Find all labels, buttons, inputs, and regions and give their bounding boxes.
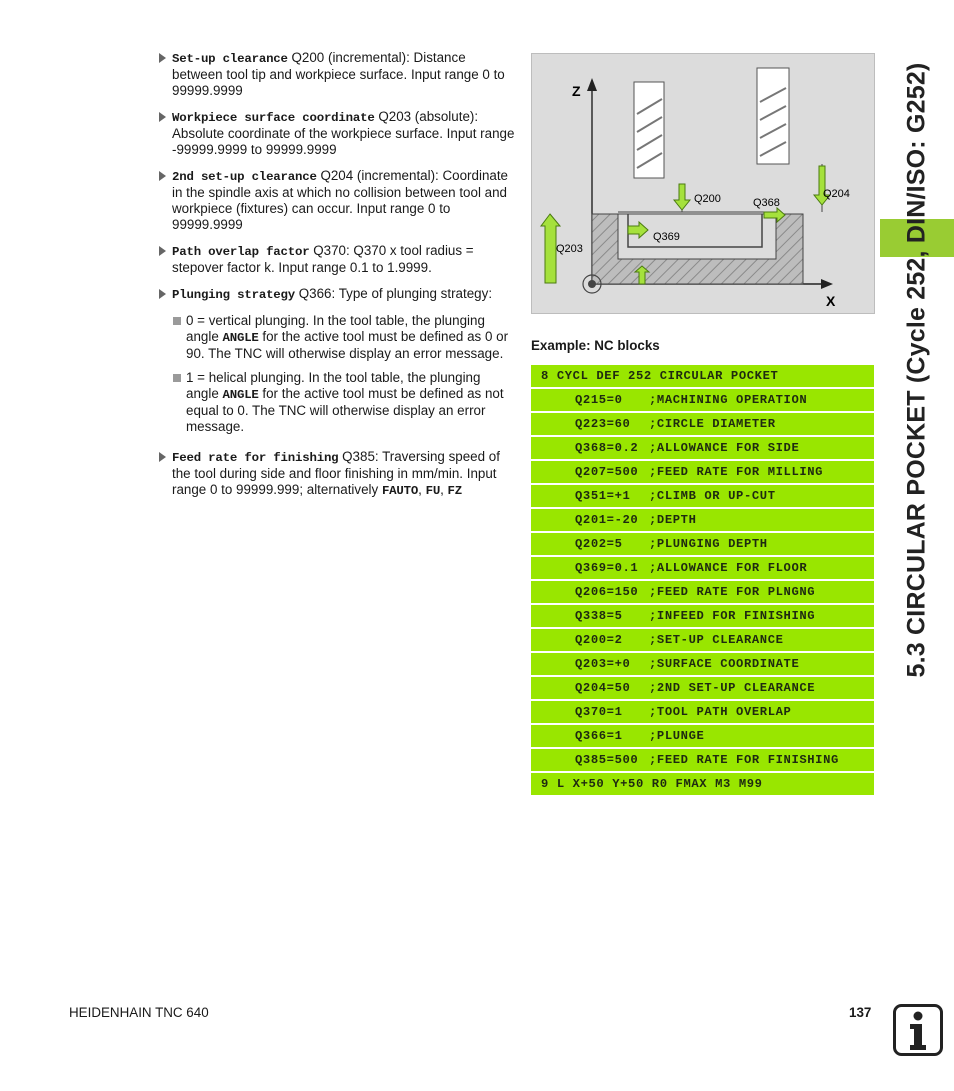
- nc-block: [531, 749, 874, 771]
- nc-block: [531, 701, 874, 723]
- nc-block: [531, 653, 874, 675]
- nc-param: Q370=1: [575, 705, 623, 719]
- feed-option-fz: FZ: [447, 484, 462, 498]
- nc-comment: ;DEPTH: [649, 513, 697, 527]
- nc-block: [531, 725, 874, 747]
- section-title-vertical: 5.3 CIRCULAR POCKET (Cycle 252, DIN/ISO: G252): [902, 62, 931, 678]
- param-plunging-strategy: [158, 286, 516, 303]
- option-text: 0 = vertical plunging. In the tool table, the plunging angle: [186, 313, 485, 344]
- nc-comment: ;CIRCLE DIAMETER: [649, 417, 776, 431]
- plunge-option-vertical: [172, 313, 516, 362]
- nc-comment: ;TOOL PATH OVERLAP: [649, 705, 792, 719]
- nc-comment: ;CLIMB OR UP-CUT: [649, 489, 776, 503]
- param-desc: Q200 (incremental): Distance between tool tip and workpiece surface. Input range 0 to 99999.9999: [172, 50, 505, 98]
- param-code: Path overlap factor: [172, 245, 310, 259]
- option-text: for the active tool must be defined as 0 or 90. The TNC will otherwise display an error message.: [186, 329, 509, 361]
- param-desc: Q366: Type of plunging strategy:: [295, 286, 493, 301]
- nc-param: Q366=1: [575, 729, 623, 743]
- nc-param: Q215=0: [575, 393, 623, 407]
- q200-arrow-icon: [674, 184, 690, 210]
- nc-comment: ;PLUNGING DEPTH: [649, 537, 768, 551]
- nc-block: [531, 485, 874, 507]
- nc-block: [531, 605, 874, 627]
- param-code: Plunging strategy: [172, 288, 296, 302]
- info-icon: [893, 1004, 943, 1056]
- option-code: ANGLE: [222, 388, 259, 402]
- nc-param: Q204=50: [575, 681, 631, 695]
- nc-block-head: 8 CYCL DEF 252 CIRCULAR POCKET: [531, 365, 874, 387]
- nc-param: Q201=-20: [575, 513, 639, 527]
- nc-param: Q206=150: [575, 585, 639, 599]
- nc-param: Q369=0.1: [575, 561, 639, 575]
- nc-program: [531, 365, 874, 797]
- nc-param: Q338=5: [575, 609, 623, 623]
- param-code: Feed rate for finishing: [172, 451, 339, 465]
- pocket: [618, 214, 776, 259]
- nc-comment: ;FEED RATE FOR MILLING: [649, 465, 824, 479]
- label-q204: Q204: [823, 188, 850, 200]
- nc-block: [531, 557, 874, 579]
- param-desc: Q370: Q370 x tool radius = stepover factor k. Input range 0.1 to 1.9999.: [172, 243, 474, 275]
- option-code: ANGLE: [222, 331, 259, 345]
- param-code: Set-up clearance: [172, 52, 288, 66]
- z-axis-label: Z: [572, 83, 581, 99]
- square-bullet-icon: [173, 374, 181, 382]
- feed-option-fu: FU: [425, 484, 441, 498]
- example-title: Example: NC blocks: [531, 338, 660, 353]
- label-q200: Q200: [694, 193, 721, 205]
- pocket-diagram-svg: [532, 54, 874, 313]
- nc-comment: ;FEED RATE FOR FINISHING: [649, 753, 839, 767]
- param-desc: Q203 (absolute): Absolute coordinate of the workpiece surface. Input range -99999.9999 to 99999.9999: [172, 109, 515, 157]
- param-path-overlap: [158, 243, 516, 276]
- x-axis-arrow-icon: [821, 279, 833, 289]
- triangle-bullet-icon: [159, 289, 166, 299]
- label-q203: Q203: [556, 243, 583, 255]
- label-q368: Q368: [753, 197, 780, 209]
- triangle-bullet-icon: [159, 53, 166, 63]
- square-bullet-icon: [173, 317, 181, 325]
- nc-block-tail: 9 L X+50 Y+50 R0 FMAX M3 M99: [531, 773, 874, 795]
- nc-comment: ;MACHINING OPERATION: [649, 393, 808, 407]
- nc-comment: ;ALLOWANCE FOR FLOOR: [649, 561, 808, 575]
- separator: ,: [440, 482, 448, 497]
- triangle-bullet-icon: [159, 112, 166, 122]
- option-text: 1 = helical plunging. In the tool table, the plunging angle: [186, 370, 481, 401]
- nc-block: [531, 413, 874, 435]
- nc-block: [531, 533, 874, 555]
- param-desc: Q204 (incremental): Coordinate in the spindle axis at which no collision between tool and workpiece (fixtures) can occur. Input range 0 to 99999.9999: [172, 168, 508, 232]
- x-axis-label: X: [826, 293, 836, 309]
- param-code: 2nd set-up clearance: [172, 170, 317, 184]
- nc-block: [531, 629, 874, 651]
- z-axis-arrow-icon: [587, 78, 597, 91]
- nc-param: Q207=500: [575, 465, 639, 479]
- nc-block: [531, 677, 874, 699]
- triangle-bullet-icon: [159, 171, 166, 181]
- nc-comment: ;2ND SET-UP CLEARANCE: [649, 681, 816, 695]
- triangle-bullet-icon: [159, 452, 166, 462]
- nc-comment: ;SURFACE COORDINATE: [649, 657, 800, 671]
- parameter-list: [158, 50, 516, 509]
- nc-param: Q368=0.2: [575, 441, 639, 455]
- nc-block: [531, 581, 874, 603]
- param-desc: Q385: Traversing speed of the tool during side and floor finishing in mm/min. Input range 0 to 99999.999; alternatively: [172, 449, 500, 497]
- label-q369: Q369: [653, 231, 680, 243]
- nc-param: Q200=2: [575, 633, 623, 647]
- nc-block: [531, 461, 874, 483]
- nc-param: Q351=+1: [575, 489, 631, 503]
- triangle-bullet-icon: [159, 246, 166, 256]
- nc-comment: ;SET-UP CLEARANCE: [649, 633, 784, 647]
- nc-param: Q223=60: [575, 417, 631, 431]
- param-2nd-setup-clearance: [158, 168, 516, 233]
- param-setup-clearance: [158, 50, 516, 99]
- nc-comment: ;PLUNGE: [649, 729, 705, 743]
- param-surface-coordinate: [158, 109, 516, 158]
- nc-comment: ;INFEED FOR FINISHING: [649, 609, 816, 623]
- nc-block: [531, 509, 874, 531]
- nc-block: [531, 437, 874, 459]
- nc-param: Q203=+0: [575, 657, 631, 671]
- param-feed-finishing: [158, 449, 516, 499]
- param-code: Workpiece surface coordinate: [172, 111, 375, 125]
- nc-param: Q202=5: [575, 537, 623, 551]
- page-number: 137: [849, 1005, 872, 1020]
- nc-block: [531, 389, 874, 411]
- datum-dot-icon: [588, 280, 596, 288]
- nc-comment: ;FEED RATE FOR PLNGNG: [649, 585, 816, 599]
- plunge-option-helical: [172, 370, 516, 435]
- separator: ,: [418, 482, 426, 497]
- option-text: for the active tool must be defined as not equal to 0. The TNC will otherwise display an error message.: [186, 386, 504, 434]
- pocket-diagram: [531, 53, 875, 314]
- nc-param: Q385=500: [575, 753, 639, 767]
- feed-option-fauto: FAUTO: [381, 484, 419, 498]
- nc-comment: ;ALLOWANCE FOR SIDE: [649, 441, 800, 455]
- footer-product: HEIDENHAIN TNC 640: [69, 1005, 209, 1020]
